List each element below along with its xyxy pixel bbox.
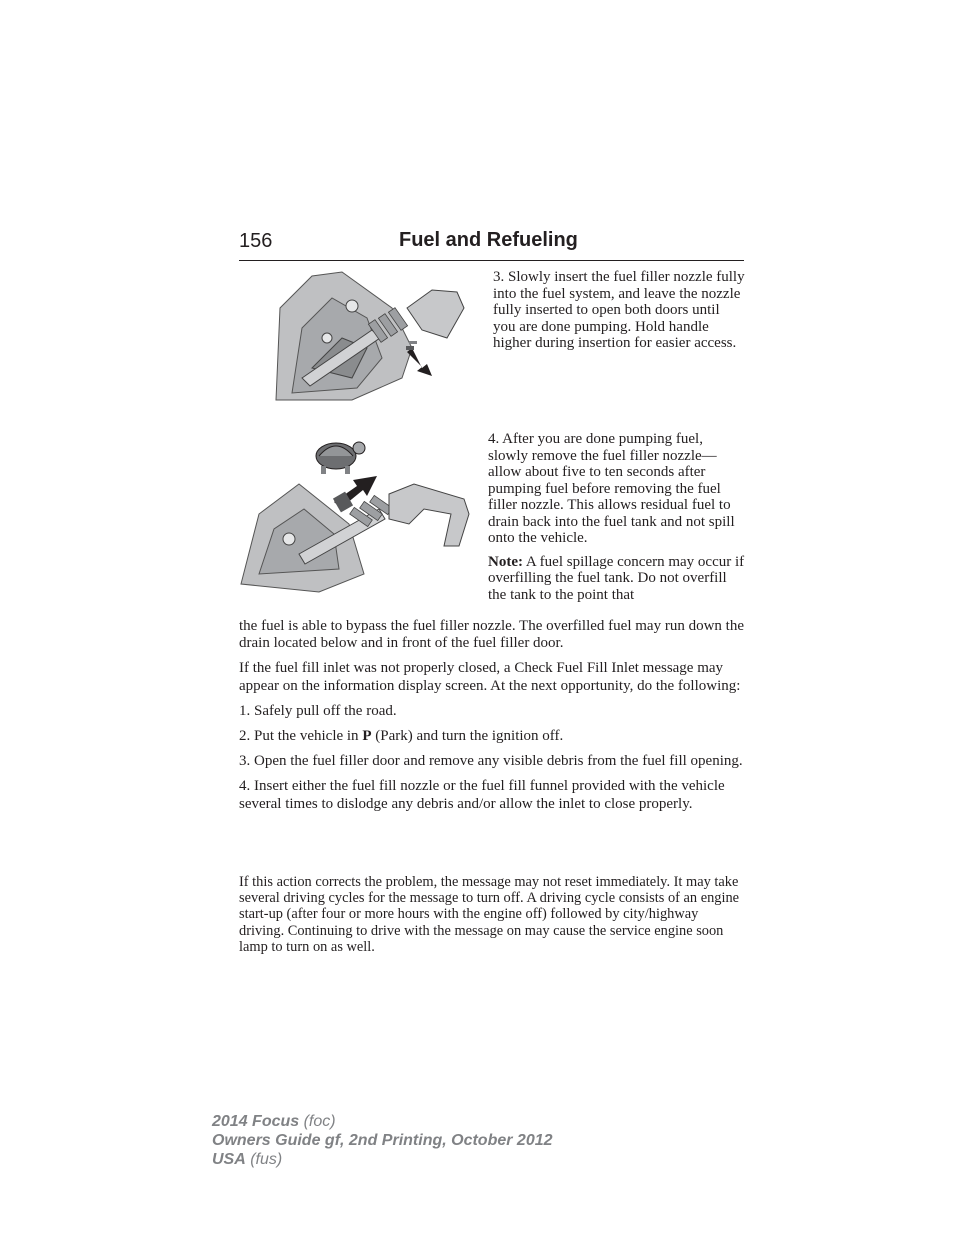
- footer-line-1: [212, 1112, 553, 1131]
- step-3-paragraph: [493, 269, 745, 352]
- footer-line-2: [212, 1131, 553, 1150]
- footer-model: 2014 Focus: [212, 1113, 300, 1130]
- footer-model-code: (foc): [299, 1113, 336, 1130]
- step-1: 1. Safely pull off the road.: [239, 702, 397, 719]
- footer-line-3: [212, 1150, 553, 1169]
- step-2-after: (Park) and turn the ignition off.: [371, 728, 564, 745]
- fuel-nozzle-remove-slowly-illustration: [239, 434, 479, 594]
- page-number: 156: [239, 230, 273, 252]
- step-4-text: 4. After you are done pumping fuel, slowly remove the fuel filler nozzle—allow about five to ten seconds after pumping fuel before removing the fuel filler nozzle. This allows residual fuel to drain back into the fuel tank and not spill onto the vehicle.: [488, 431, 735, 546]
- footer-region: USA: [212, 1151, 246, 1168]
- section-title: Fuel and Refueling: [399, 229, 578, 251]
- step-4-column: [488, 431, 745, 603]
- main-body: [239, 618, 745, 813]
- step-2: [239, 728, 745, 745]
- note-text-column: A fuel spillage concern may occur if overfilling the fuel tank. Do not overfill the tank to the point that: [488, 553, 745, 603]
- footer-region-code: (fus): [245, 1151, 283, 1168]
- fuel-nozzle-insert-illustration: [272, 268, 468, 404]
- step-2-before: 2. Put the vehicle in: [239, 728, 363, 745]
- step-3-clear: 3. Open the fuel filler door and remove any visible debris from the fuel fill opening.: [239, 753, 743, 770]
- check-inlet-intro: If the fuel fill inlet was not properly closed, a Check Fuel Fill Inlet message may appear on the information display screen. At the next opportunity, do the following:: [239, 660, 741, 694]
- note-paragraph: [488, 554, 745, 604]
- footer-guide-info: Owners Guide gf, 2nd Printing, October 2012: [212, 1132, 553, 1149]
- step-3-text: 3. Slowly insert the fuel filler nozzle fully into the fuel system, and leave the nozzle fully inserted to open both doors until you are done pumping. Hold handle higher during insertion for easier access.: [493, 269, 745, 351]
- note-label: Note:: [488, 553, 523, 570]
- note-continuation: the fuel is able to bypass the fuel filler nozzle. The overfilled fuel may run down the drain located below and in front of the fuel filler door.: [239, 618, 744, 652]
- closing-block: [239, 874, 745, 955]
- page-header: [239, 226, 744, 261]
- page-footer: [212, 1112, 553, 1169]
- step-2-park-label: P: [362, 728, 372, 745]
- step-4-insert: 4. Insert either the fuel fill nozzle or the fuel fill funnel provided with the vehicle several times to dislodge any debris and/or allow the inlet to close properly.: [239, 778, 725, 812]
- closing-text: If this action corrects the problem, the message may not reset immediately. It may take several driving cycles for the message to turn off. A driving cycle consists of an engine start-up (after four or more hours with the engine off) followed by city/highway driving. Continuing to drive with the message on may cause the service engine soon lamp to turn on as well.: [239, 874, 740, 955]
